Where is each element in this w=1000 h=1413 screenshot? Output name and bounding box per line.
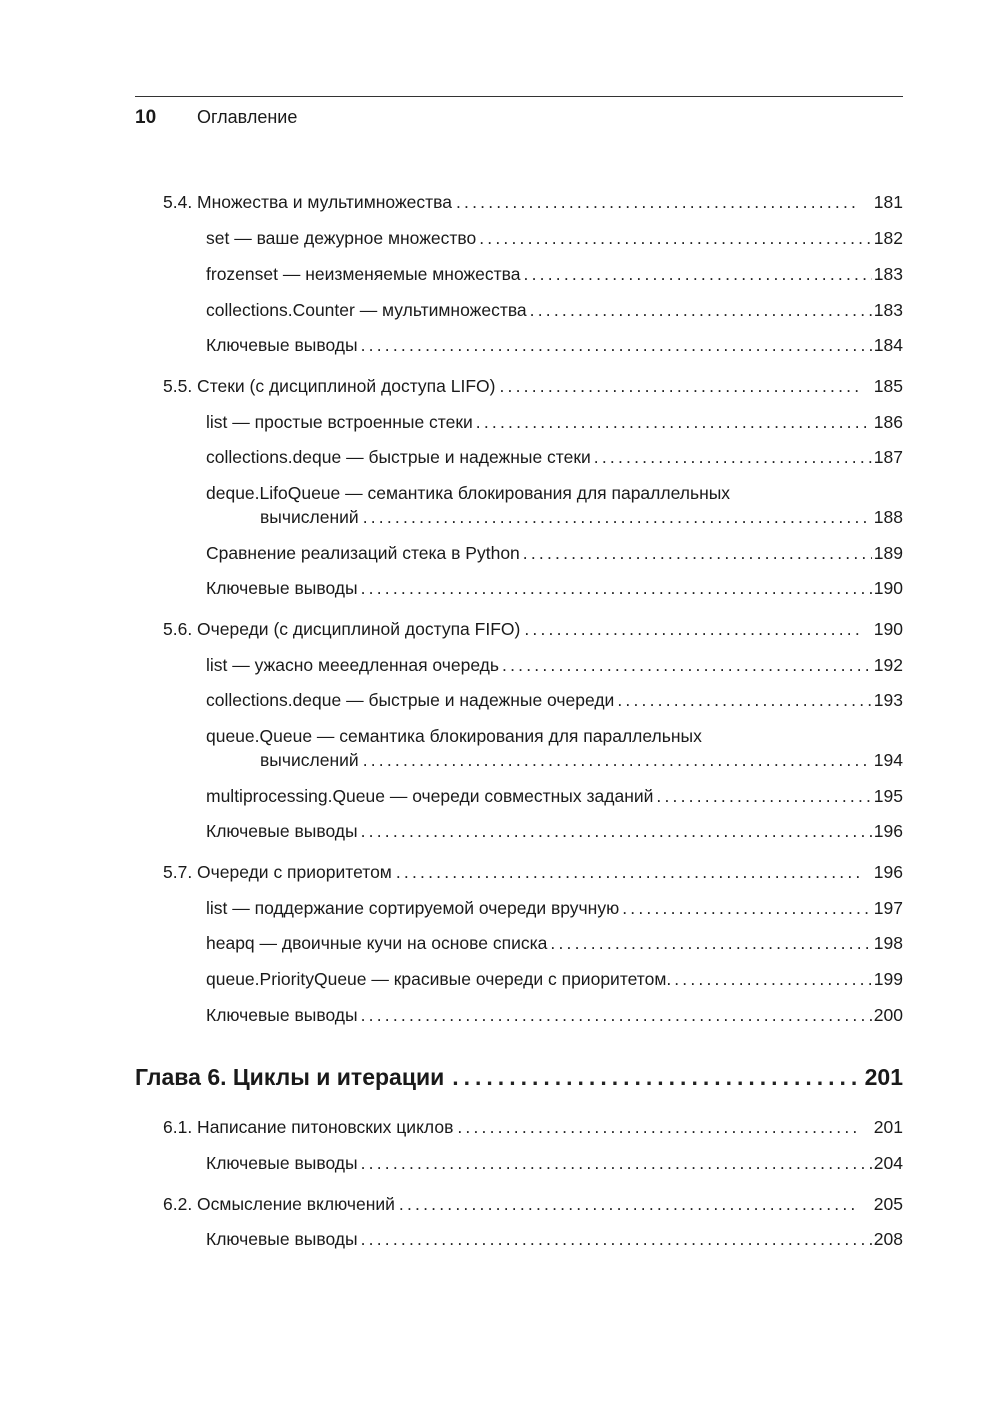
toc-entry-page: 181 bbox=[873, 192, 903, 212]
leader-dots bbox=[361, 1005, 872, 1026]
leader-dots bbox=[524, 619, 859, 640]
toc-entry-page: 185 bbox=[873, 376, 903, 396]
leader-dots bbox=[656, 786, 871, 807]
toc-entry-page: 182 bbox=[873, 228, 903, 248]
toc-entry-title: set — ваше дежурное множество bbox=[206, 228, 477, 248]
toc-section-5-6[interactable] bbox=[163, 619, 903, 640]
toc-subentry[interactable] bbox=[206, 655, 903, 676]
leader-dots bbox=[361, 578, 872, 599]
leader-dots bbox=[396, 862, 859, 883]
toc-subentry[interactable] bbox=[206, 933, 903, 954]
toc-entry-page: 190 bbox=[873, 578, 903, 598]
leader-dots bbox=[479, 228, 872, 249]
toc-subentry[interactable] bbox=[206, 690, 903, 711]
toc-entry-page: 189 bbox=[873, 543, 903, 563]
toc-entry-title: multiprocessing.Queue — очереди совместных заданий bbox=[206, 786, 654, 806]
toc-subentry[interactable] bbox=[206, 578, 903, 599]
toc-entry-title: Ключевые выводы bbox=[206, 1153, 358, 1173]
toc-entry-title: Сравнение реализаций стека в Python bbox=[206, 543, 520, 563]
running-title: Оглавление bbox=[197, 107, 298, 127]
leader-dots bbox=[361, 1229, 872, 1250]
toc-chapter-title: Глава 6. Циклы и итерации bbox=[135, 1064, 445, 1090]
toc-entry-page: 197 bbox=[873, 898, 903, 918]
leader-dots bbox=[399, 1194, 859, 1215]
toc-entry-title: frozenset — неизменяемые множества bbox=[206, 264, 521, 284]
toc-subentry[interactable] bbox=[206, 543, 903, 564]
leader-dots bbox=[361, 335, 872, 356]
toc-subentry[interactable] bbox=[206, 447, 903, 468]
leader-dots bbox=[617, 690, 871, 711]
leader-dots bbox=[452, 1064, 856, 1091]
toc-entry-page: 183 bbox=[873, 264, 903, 284]
toc-subentry[interactable] bbox=[206, 898, 903, 919]
toc-entry-title: Ключевые выводы bbox=[206, 335, 358, 355]
toc-entry-page: 194 bbox=[873, 750, 903, 770]
toc-entry-title-line2: вычислений bbox=[260, 750, 359, 770]
leader-dots bbox=[363, 750, 870, 771]
toc-entry-title: list — ужасно мееедленная очередь bbox=[206, 655, 500, 675]
leader-dots bbox=[524, 264, 872, 285]
toc-section-5-5[interactable] bbox=[163, 376, 903, 397]
toc-entry-title: queue.PriorityQueue — красивые очереди с приоритетом. bbox=[206, 969, 672, 989]
leader-dots bbox=[456, 192, 859, 213]
toc-subentry[interactable] bbox=[206, 264, 903, 285]
toc-chapter-6[interactable] bbox=[135, 1064, 903, 1091]
leader-dots bbox=[457, 1117, 859, 1138]
toc-entry-page: 193 bbox=[873, 690, 903, 710]
toc-entry-page: 201 bbox=[873, 1117, 903, 1137]
toc-entry-title: 5.4. Множества и мультимножества bbox=[163, 192, 452, 212]
toc-entry-page: 188 bbox=[873, 507, 903, 527]
toc-entry-page: 183 bbox=[873, 300, 903, 320]
toc-entry-title-line2: вычислений bbox=[260, 507, 359, 527]
toc-subentry[interactable] bbox=[206, 1229, 903, 1250]
toc-entry-page: 184 bbox=[873, 335, 903, 355]
toc-subentry[interactable] bbox=[206, 1153, 903, 1174]
leader-dots bbox=[594, 447, 872, 468]
leader-dots bbox=[502, 655, 872, 676]
leader-dots bbox=[530, 300, 872, 321]
toc-subentry[interactable] bbox=[206, 335, 903, 356]
leader-dots bbox=[622, 898, 872, 919]
toc-entry-title: list — простые встроенные стеки bbox=[206, 412, 473, 432]
leader-dots bbox=[361, 821, 872, 842]
toc-entry-title: Ключевые выводы bbox=[206, 821, 358, 841]
toc-subentry-title-line1[interactable]: queue.Queue — семантика блокирования для параллельных bbox=[206, 726, 702, 746]
toc-entry-page: 204 bbox=[873, 1153, 903, 1173]
toc-entry-page: 200 bbox=[873, 1005, 903, 1025]
toc-entry-title: 5.5. Стеки (с дисциплиной доступа LIFO) bbox=[163, 376, 496, 396]
toc-subentry[interactable] bbox=[206, 1005, 903, 1026]
toc-subentry[interactable] bbox=[260, 750, 903, 771]
toc-section-5-7[interactable] bbox=[163, 862, 903, 883]
page-number: 10 bbox=[135, 107, 157, 128]
toc-subentry[interactable] bbox=[206, 969, 903, 990]
leader-dots bbox=[476, 412, 872, 433]
toc-entry-title: 5.7. Очереди с приоритетом bbox=[163, 862, 392, 882]
toc-entry-page: 208 bbox=[873, 1229, 903, 1249]
toc-subentry[interactable] bbox=[206, 412, 903, 433]
toc-entry-title: list — поддержание сортируемой очереди вручную bbox=[206, 898, 620, 918]
leader-dots bbox=[674, 969, 872, 990]
toc-subentry-title-line1[interactable]: deque.LifoQueue — семантика блокирования для параллельных bbox=[206, 483, 731, 503]
toc-section-5-4[interactable] bbox=[163, 192, 903, 213]
toc-subentry[interactable] bbox=[206, 228, 903, 249]
toc-section-6-2[interactable] bbox=[163, 1194, 903, 1215]
toc-entry-title: 6.2. Осмысление включений bbox=[163, 1194, 395, 1214]
toc-entry-title: Ключевые выводы bbox=[206, 1005, 358, 1025]
toc-entry-title: 6.1. Написание питоновских циклов bbox=[163, 1117, 454, 1137]
toc-entry-page: 186 bbox=[873, 412, 903, 432]
toc-entry-title: collections.deque — быстрые и надежные очереди bbox=[206, 690, 615, 710]
toc-entry-page: 190 bbox=[873, 619, 903, 639]
toc-entry-page: 187 bbox=[873, 447, 903, 467]
toc-entry-title: collections.Counter — мультимножества bbox=[206, 300, 527, 320]
toc-entry-page: 196 bbox=[873, 862, 903, 882]
leader-dots bbox=[523, 543, 872, 564]
toc-entry-page: 196 bbox=[873, 821, 903, 841]
toc-section-6-1[interactable] bbox=[163, 1117, 903, 1138]
toc-subentry[interactable] bbox=[260, 507, 903, 528]
leader-dots bbox=[499, 376, 859, 397]
toc-entry-page: 199 bbox=[873, 969, 903, 989]
toc-subentry[interactable] bbox=[206, 821, 903, 842]
toc-entry-title: collections.deque — быстрые и надежные стеки bbox=[206, 447, 591, 467]
toc-chapter-page: 201 bbox=[864, 1064, 903, 1090]
running-header bbox=[135, 96, 903, 137]
toc-subentry[interactable] bbox=[206, 300, 903, 321]
leader-dots bbox=[363, 507, 870, 528]
toc-entry-page: 198 bbox=[873, 933, 903, 953]
toc-entry-title: heapq — двоичные кучи на основе списка bbox=[206, 933, 548, 953]
toc-entry-title: 5.6. Очереди (с дисциплиной доступа FIFO) bbox=[163, 619, 521, 639]
toc-entry-page: 195 bbox=[873, 786, 903, 806]
toc-entry-page: 205 bbox=[873, 1194, 903, 1214]
toc-entry-page: 192 bbox=[873, 655, 903, 675]
leader-dots bbox=[550, 933, 871, 954]
toc-subentry[interactable] bbox=[206, 786, 903, 807]
toc-entry-title: Ключевые выводы bbox=[206, 1229, 358, 1249]
leader-dots bbox=[361, 1153, 872, 1174]
toc-entry-title: Ключевые выводы bbox=[206, 578, 358, 598]
